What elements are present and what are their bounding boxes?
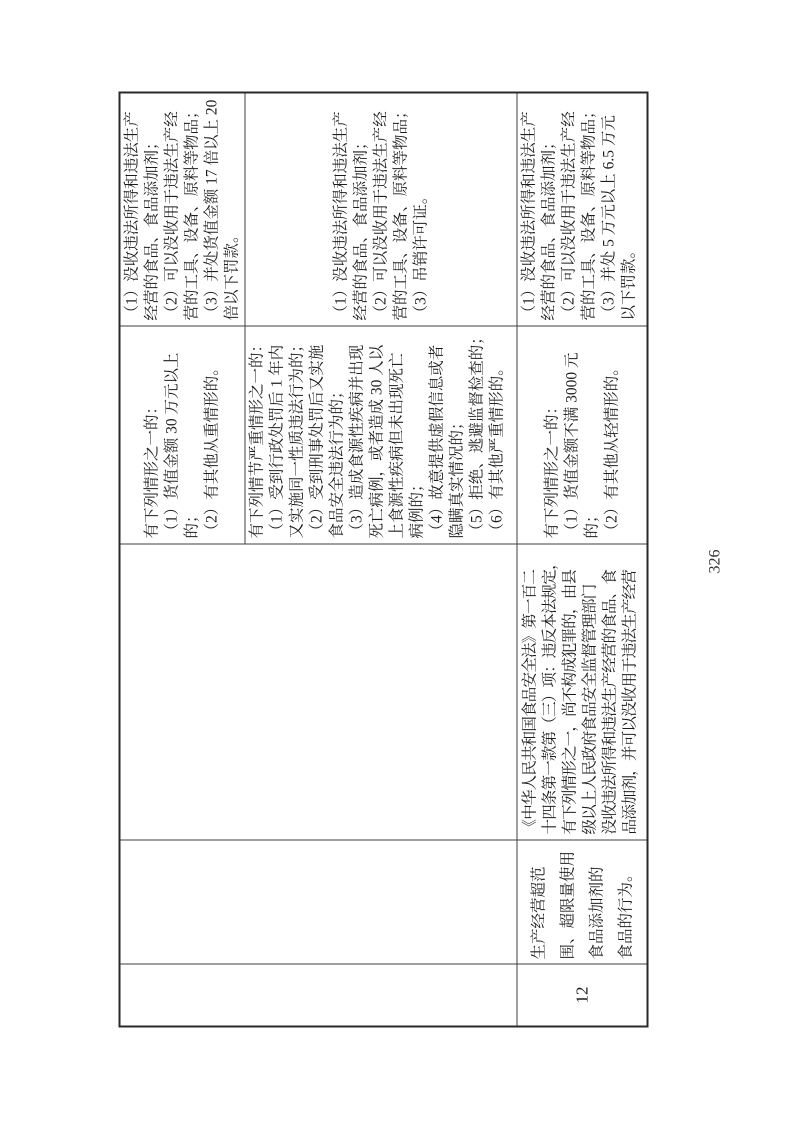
text-line: 食品安全违法行为的； [328,382,345,538]
cell-legal-basis [517,543,646,839]
text-line: 品添加剂，并可以没收用于违法生产经营 [621,569,638,834]
text-line: 十四条第一款第（三）项：违反本法规定， [541,554,558,834]
text-line: （3）并处货值金额 17 倍以上 20 [203,99,220,320]
text-line: 营的工具、设备、原料等物品； [183,102,200,320]
text-line: 营的工具、设备、原料等物品； [580,102,597,320]
text-line: （2）受到刑事处罚后又实施 [308,344,325,538]
text-line: （2）有其他从重情形的。 [203,359,220,538]
cell-violation-continued [120,839,517,963]
cell-penalty-lenient [517,93,646,325]
text-line: 以下罚款。 [620,242,637,320]
cell-legal-basis-continued [120,543,517,839]
text-line: 有下列情节严重情形之一的： [248,336,265,538]
text-line: （2）可以没收用于违法生产经 [371,110,389,320]
text-line: （4）故意提供虚假信息或者 [428,344,445,538]
text-line: （1）货值金额 30 万元以上 [163,351,180,538]
text-line: 生产经营超范 [529,865,547,959]
text-line: （3）造成食源性疾病并出现 [348,344,365,538]
text-line: 食品添加剂的 [587,865,605,959]
text-line: 上食源性疾病但未出现死亡 [388,351,405,538]
text-line: 营的工具、设备、原料等物品； [391,102,409,320]
text-line: （3）吊销许可证。 [411,188,429,320]
text-line: （1）没收违法所得和违法生产 [331,110,349,320]
cell-serial-continued [120,963,517,1025]
text-line: 又实施同一性质违法行为的； [288,336,305,538]
text-line: （1）受到行政处罚后 1 年内 [268,344,285,538]
cell-violation-description [517,839,646,963]
text-line: 的； [183,506,200,538]
text-line: 经营的食品、食品添加剂； [540,133,557,320]
text-line: （1）没收违法所得和违法生产 [520,110,537,320]
text-line: （1）货值金额不满 3000 元 [562,351,580,538]
penalty-discretion-table [118,91,648,1027]
text-line: 倍以下罚款。 [223,226,240,320]
cell-circumstances-serious [245,325,517,543]
text-line: 没收违法所得和违法生产经营的食品、食 [601,569,618,834]
text-line: 经营的食品、食品添加剂； [143,133,160,320]
text-line: （6）有其他严重情形的。 [488,359,505,538]
page-number: 326 [706,549,723,573]
text-line: 死亡病例，或者造成 30 人以 [368,344,385,538]
cell-circumstances-lenient [517,325,646,543]
text-line: 隐瞒真实情况的； [448,413,465,538]
cell-penalty-aggravated [120,93,245,325]
cell-penalty-serious [245,93,517,325]
cell-serial-number: 12 [517,963,646,1025]
text-line: 有下列情形之一，尚不构成犯罪的，由县 [561,569,578,834]
text-line: （2）有其他从轻情形的。 [602,359,620,538]
text-line: （1）没收违法所得和违法生产 [123,110,140,320]
text-line: 有下列情形之一的： [143,398,160,538]
text-line: 病例的； [408,475,425,538]
text-line: （2）可以没收用于违法生产经 [163,110,180,320]
text-line: 围、超限量使用 [558,850,576,959]
text-line: 《中华人民共和国食品安全法》第一百二 [521,569,538,834]
text-line: （2）可以没收用于违法生产经 [560,110,577,320]
text-line: 经营的食品、食品添加剂； [351,133,369,320]
text-line: （3）并处 5 万元以上 6.5 万元 [600,114,617,320]
cell-circumstances-aggravated [120,325,245,543]
text-line: 的； [582,506,600,538]
text-line: 有下列情形之一的： [542,398,560,538]
text-line: （5）拒绝、逃避监督检查的； [468,328,485,538]
text-line: 食品的行为。 [616,865,634,959]
text-line: 级以上人民政府食品安全监督管理部门 [581,584,598,834]
